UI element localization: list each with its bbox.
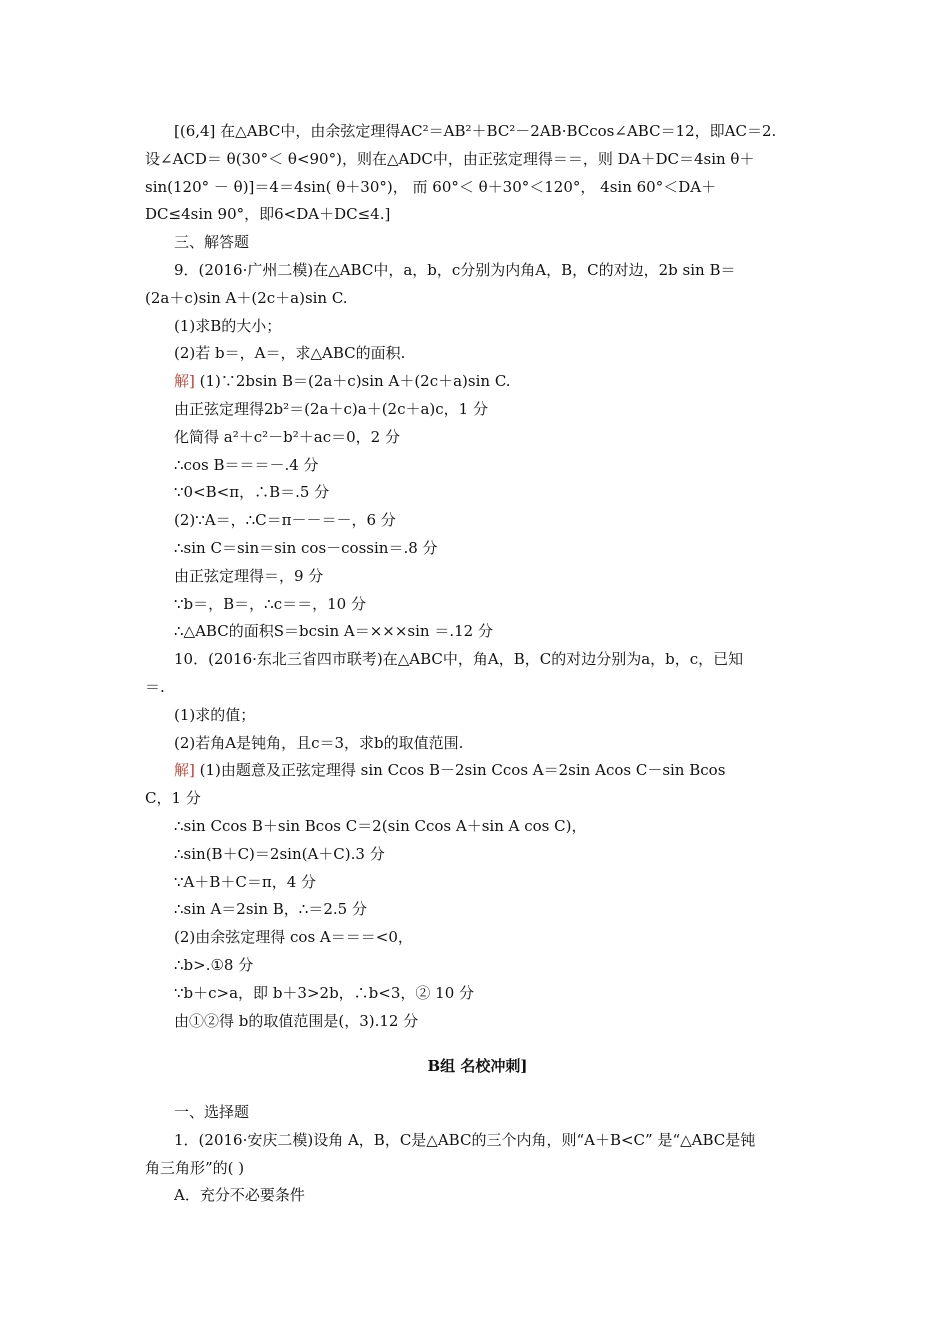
text-line: (2)∵A＝，∴C＝π－－＝－，6 分: [174, 511, 396, 530]
answer-label: 解]: [174, 761, 195, 780]
text-line: (1)求的值；: [174, 705, 256, 724]
text-line: ∴sin(B＋C)＝2sin(A＋C).3 分: [174, 844, 385, 863]
text-line: 由正弦定理得＝，9 分: [174, 566, 324, 585]
spacer: [145, 1081, 810, 1099]
text-line: (2a＋c)sin A＋(2c＋a)sin C.: [145, 288, 348, 307]
answer-line: [145, 368, 810, 396]
text-line: (1)求B的大小；: [174, 316, 282, 335]
text-line: ∴sin A＝2sin B，∴＝2.5 分: [174, 900, 367, 919]
text-line: (2)由余弦定理得 cos A＝＝＝<0，: [174, 928, 413, 947]
text-line: ∵0<B<π，∴B＝.5 分: [174, 483, 330, 502]
text-line: ∴△ABC的面积S＝bcsin A＝×××sin ＝.12 分: [174, 622, 493, 641]
text-line: 三、解答题: [174, 233, 250, 252]
spacer: [145, 1035, 810, 1053]
text-line: ∴sin C＝sin＝sin cos－cossin＝.8 分: [174, 538, 438, 557]
text-line: 10．(2016·东北三省四市联考)在△ABC中，角A，B，C的对边分别为a，b，c，已知: [174, 650, 744, 669]
answer-label: 解]: [174, 372, 195, 391]
text-line: ∵b＋c>a，即 b＋3>2b，∴b<3，② 10 分: [174, 983, 475, 1002]
text-line: 一、选择题: [174, 1103, 250, 1122]
text-line: DC≤4sin 90°，即6<DA＋DC≤4.]: [145, 205, 391, 224]
text-line: (2)若 b＝，A＝，求△ABC的面积.: [174, 344, 406, 363]
text-line: 由①②得 b的取值范围是(，3).12 分: [174, 1011, 419, 1030]
text-line: ∴sin Ccos B＋sin Bcos C＝2(sin Ccos A＋sin A cos C)，: [174, 816, 587, 835]
text-line: ＝.: [145, 677, 165, 696]
text-line: 设∠ACD＝ θ(30°＜ θ<90°)，则在△ADC中，由正弦定理得＝＝，则 DA＋DC＝4sin θ＋: [145, 149, 755, 168]
text-line: 角三角形”的( ): [145, 1158, 245, 1177]
text-line: ∵b＝，B＝，∴c＝＝，10 分: [174, 594, 366, 613]
text-line: 9．(2016·广州二模)在△ABC中，a，b，c分别为内角A，B，C的对边，2b sin B＝: [174, 260, 736, 279]
answer-line: [145, 757, 810, 785]
text-line: sin(120° － θ)]＝4＝4sin( θ＋30°)， 而 60°＜ θ＋30°＜120°， 4sin 60°＜DA＋: [145, 177, 717, 196]
text-line: A．充分不必要条件: [174, 1186, 305, 1205]
answer-text: (1)由题意及正弦定理得 sin Ccos B－2sin Ccos A＝2sin Acos C－sin Bcos: [194, 761, 726, 780]
text-line: 1．(2016·安庆二模)设角 A，B，C是△ABC的三个内角，则“A＋B<C” 是“△ABC是钝: [174, 1130, 756, 1149]
text-line: 由正弦定理得2b²＝(2a＋c)a＋(2c＋a)c，1 分: [174, 399, 488, 418]
text-line: ∵A＋B＋C＝π，4 分: [174, 872, 317, 891]
text-line: [(6,4] 在△ABC中，由余弦定理得AC²＝AB²＋BC²－2AB·BCcos∠ABC＝12，即AC＝2.: [174, 122, 777, 140]
document-page: [145, 118, 810, 1210]
text-line: 化简得 a²＋c²－b²＋ac＝0，2 分: [174, 427, 400, 446]
text-line: ∴cos B＝＝＝－.4 分: [174, 455, 319, 474]
answer-text: (1)∵2bsin B＝(2a＋c)sin A＋(2c＋a)sin C.: [194, 372, 511, 391]
text-line: C，1 分: [145, 789, 201, 808]
text-line: ∴b>.①8 分: [174, 955, 254, 974]
text-line: (2)若角A是钝角，且c＝3，求b的取值范围.: [174, 733, 464, 752]
section-heading: B组 名校冲刺]: [427, 1057, 528, 1076]
